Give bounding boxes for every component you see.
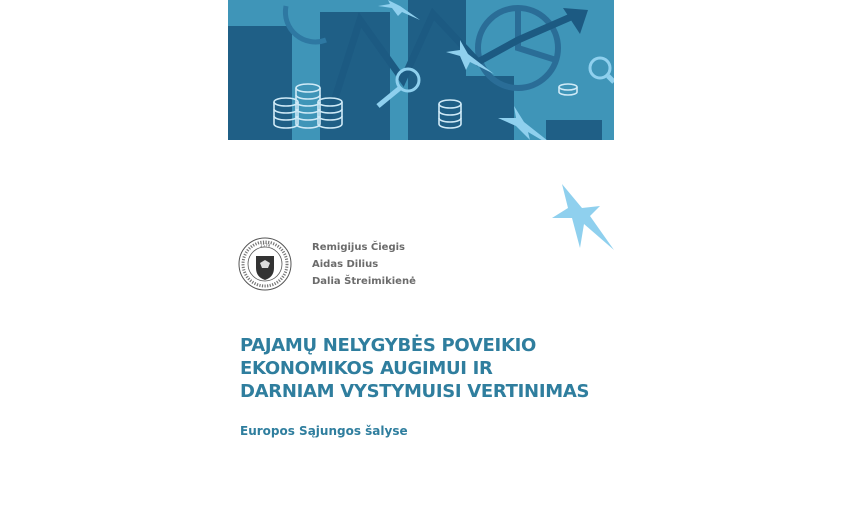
book-subtitle: Europos Sąjungos šalyse (240, 424, 408, 438)
title-line: DARNIAM VYSTYMUISI VERTINIMAS (240, 381, 590, 402)
bar-icon (546, 120, 602, 140)
university-seal-icon (238, 237, 292, 291)
author-name: Dalia Štreimikienė (312, 276, 416, 287)
title-line: EKONOMIKOS AUGIMUI IR (240, 358, 493, 379)
book-title (240, 334, 610, 403)
svg-text:1579: 1579 (259, 243, 271, 248)
title-line: PAJAMŲ NELYGYBĖS POVEIKIO (240, 335, 536, 356)
author-name: Remigijus Čiegis (312, 242, 405, 253)
author-name: Aidas Dilius (312, 259, 379, 270)
author-list (312, 239, 416, 290)
star-icon (546, 182, 618, 254)
cover-illustration (228, 0, 614, 140)
bar-icon (228, 26, 292, 140)
